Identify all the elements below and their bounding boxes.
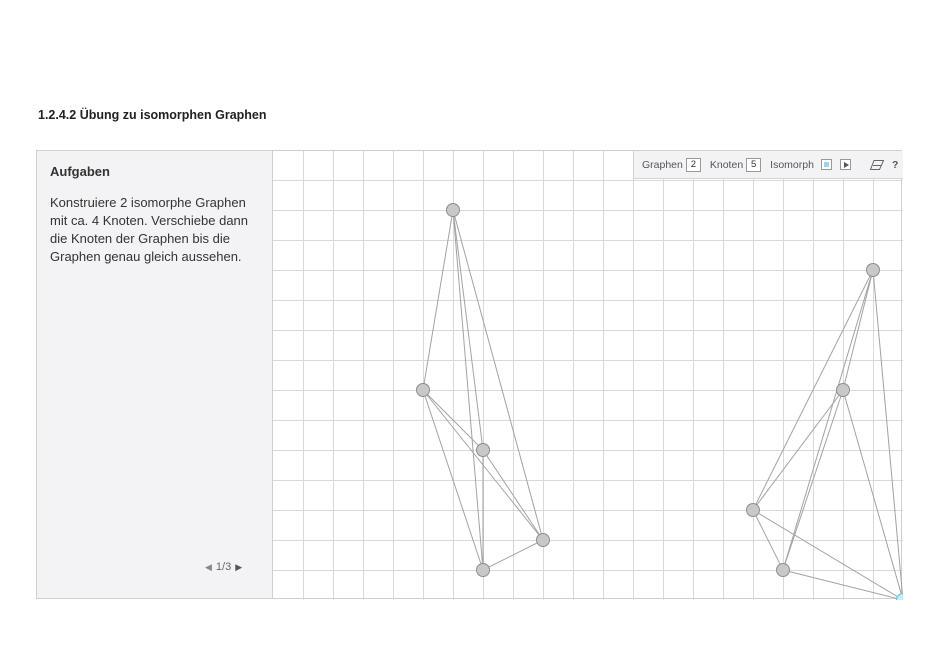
graph-svg[interactable] — [273, 151, 903, 600]
page-title: 1.2.4.2 Übung zu isomorphen Graphen — [38, 108, 267, 122]
tasks-heading: Aufgaben — [50, 164, 110, 179]
grid-lines — [273, 151, 903, 600]
graph-node[interactable] — [867, 264, 880, 277]
isomorph-checkbox[interactable] — [821, 159, 832, 170]
graph-node[interactable] — [417, 384, 430, 397]
graph-node-selected[interactable] — [897, 594, 904, 601]
task-pager — [205, 561, 242, 573]
exercise-frame — [36, 150, 902, 599]
edge — [873, 270, 903, 600]
graph-node[interactable] — [777, 564, 790, 577]
graph-canvas[interactable] — [273, 151, 903, 600]
graph-node[interactable] — [747, 504, 760, 517]
graph-toolbar — [633, 151, 903, 179]
triangle-left-icon[interactable]: ◀ — [205, 561, 212, 572]
graphs-label: Graphen — [642, 158, 683, 171]
tasks-panel — [37, 151, 273, 598]
pager-label: 1/3 — [215, 561, 232, 573]
graph-node[interactable] — [477, 564, 490, 577]
nodes-count-input[interactable]: 5 — [746, 158, 761, 172]
graph-node[interactable] — [837, 384, 850, 397]
isomorph-label: Isomorph — [770, 158, 814, 171]
eraser-icon[interactable] — [869, 159, 885, 171]
play-icon[interactable] — [840, 159, 851, 170]
task-description: Konstruiere 2 isomorphe Graphen mit ca. 4 Knoten. Verschiebe dann die Knoten der Graphen bis die Graphen genau gleich aussehen. — [50, 195, 249, 264]
graph-node[interactable] — [477, 444, 490, 457]
help-button[interactable]: ? — [891, 158, 899, 171]
graph-node[interactable] — [447, 204, 460, 217]
triangle-right-icon[interactable]: ▶ — [235, 561, 243, 572]
graph-2-edges — [753, 270, 903, 600]
nodes-label: Knoten — [709, 158, 744, 171]
graph-node[interactable] — [537, 534, 550, 547]
graphs-count-input[interactable]: 2 — [686, 158, 701, 172]
